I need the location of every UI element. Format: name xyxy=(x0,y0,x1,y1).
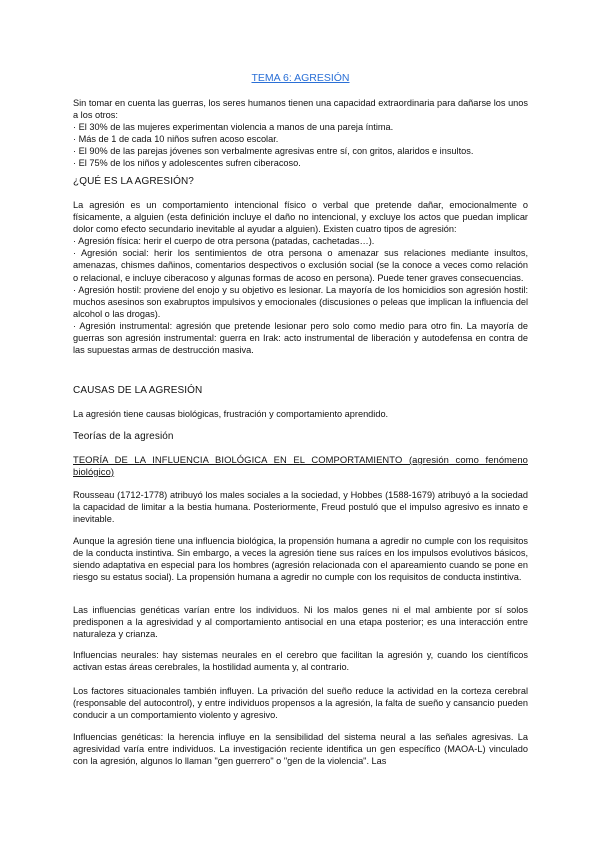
aggression-type-item: · Agresión física: herir el cuerpo de otra persona (patadas, cachetadas…). xyxy=(73,236,375,247)
aggression-type-item: · Agresión instrumental: agresión que pretende lesionar pero solo como medio para otro fin. La mayoría de guerras son agresión instrumental: guerra en Irak: acto instrumental de liberación y autodefensa en contra de las supuestas armas de destrucción masiva. xyxy=(73,320,528,356)
causas-paragraph: La agresión tiene causas biológicas, frustración y comportamiento aprendido. xyxy=(73,409,389,419)
intro-paragraph: Sin tomar en cuenta las guerras, los seres humanos tienen una capacidad extraordinaria para dañarse los unos a los otros: xyxy=(73,98,528,121)
theory-paragraph: Influencias neurales: hay sistemas neurales en el cerebro que facilitan la agresión y, cuando los científicos activan estas áreas cerebrales, la hostilidad aumenta y, al contrario. xyxy=(73,650,528,673)
que-es-section xyxy=(73,199,528,356)
theory-paragraph: Influencias genéticas: la herencia influye en la sensibilidad del sistema neural a las señales agresivas. La agresividad varía entre individuos. La investigación reciente identifica un gen específico (MAOA-L) vinculado con la agresión, algunos lo llaman "gen guerrero" o "gen de la violencia". Las xyxy=(73,732,528,767)
theory-paragraph: Aunque la agresión tiene una influencia biológica, la propensión humana a agredir no cumple con los requisitos de la conducta instintiva. Sin embargo, a veces la agresión tiene sus raíces en los impulsos evolutivos básicos, siendo adaptativa en especial para los hombres (agresión relacionada con el apareamiento cuando se pone en riesgo su estatus social). La propensión humana a agredir no cumple con los requisitos de conducta instintiva. xyxy=(73,536,528,583)
stat-item: · El 30% de las mujeres experimentan violencia a manos de una pareja íntima. xyxy=(73,122,394,133)
aggression-type-item: · Agresión hostil: proviene del enojo y su objetivo es lesionar. La mayoría de los homicidios son agresión hostil: muchos asesinos son exabruptos impulsivos y emocionales (discusiones o peleas que implican la influencia del alcohol o las drogas). xyxy=(73,284,528,319)
section-heading-causas: CAUSAS DE LA AGRESIÓN xyxy=(73,385,203,396)
theory-paragraph: Las influencias genéticas varían entre los individuos. Ni los malos genes ni el mal ambiente por sí solos predisponen a la agresividad y al comportamiento antisocial en una etapa posterior; es una interacción entre naturaleza y crianza. xyxy=(73,605,528,640)
definition-paragraph: La agresión es un comportamiento intencional físico o verbal que pretende dañar, emocionalmente o físicamente, a alguien (esta definición incluye el daño no intencional, y excluye los actos que puedan implicar dolor como efecto secundario inevitable al ayudar a alguien). Existen cuatro tipos de agresión: xyxy=(73,200,528,235)
stat-item: · El 75% de los niños y adolescentes sufren ciberacoso. xyxy=(73,158,301,169)
intro-section xyxy=(73,97,528,170)
document-title: TEMA 6: AGRESIÓN xyxy=(251,72,350,84)
section-heading-teorias: Teorías de la agresión xyxy=(73,431,174,442)
theory-paragraph: Los factores situacionales también influyen. La privación del sueño reduce la actividad en la corteza cerebral (responsable del autocontrol), y entre individuos propensos a la agresión, la falta de sueño y cansancio pueden conducir a un comportamiento violento y agresivo. xyxy=(73,686,528,721)
stat-item: · El 90% de las parejas jóvenes son verbalmente agresivas entre sí, con gritos, alaridos e insultos. xyxy=(73,146,474,157)
stat-item: · Más de 1 de cada 10 niños sufren acoso escolar. xyxy=(73,134,279,145)
theory-subheading: TEORÍA DE LA INFLUENCIA BIOLÓGICA EN EL COMPORTAMIENTO (agresión como fenómeno biológico) xyxy=(73,454,528,477)
theory-paragraph: Rousseau (1712-1778) atribuyó los males sociales a la sociedad, y Hobbes (1588-1679) atribuyó a la sociedad la capacidad de limitar a la bestia humana. Posteriormente, Freud postuló que el impulso agresivo es innato e inevitable. xyxy=(73,490,528,525)
section-heading-que-es: ¿QUÉ ES LA AGRESIÓN? xyxy=(73,176,194,187)
aggression-type-item: · Agresión social: herir los sentimientos de otra persona o amenazar sus relaciones mediante insultos, amenazas, chismes dañinos, comentarios despectivos o exclusión social (se la conoce a veces como relación o relacional, e incluye ciberacoso y algunas formas de acoso en persona). Puede tener graves consecuencias. xyxy=(73,248,528,283)
